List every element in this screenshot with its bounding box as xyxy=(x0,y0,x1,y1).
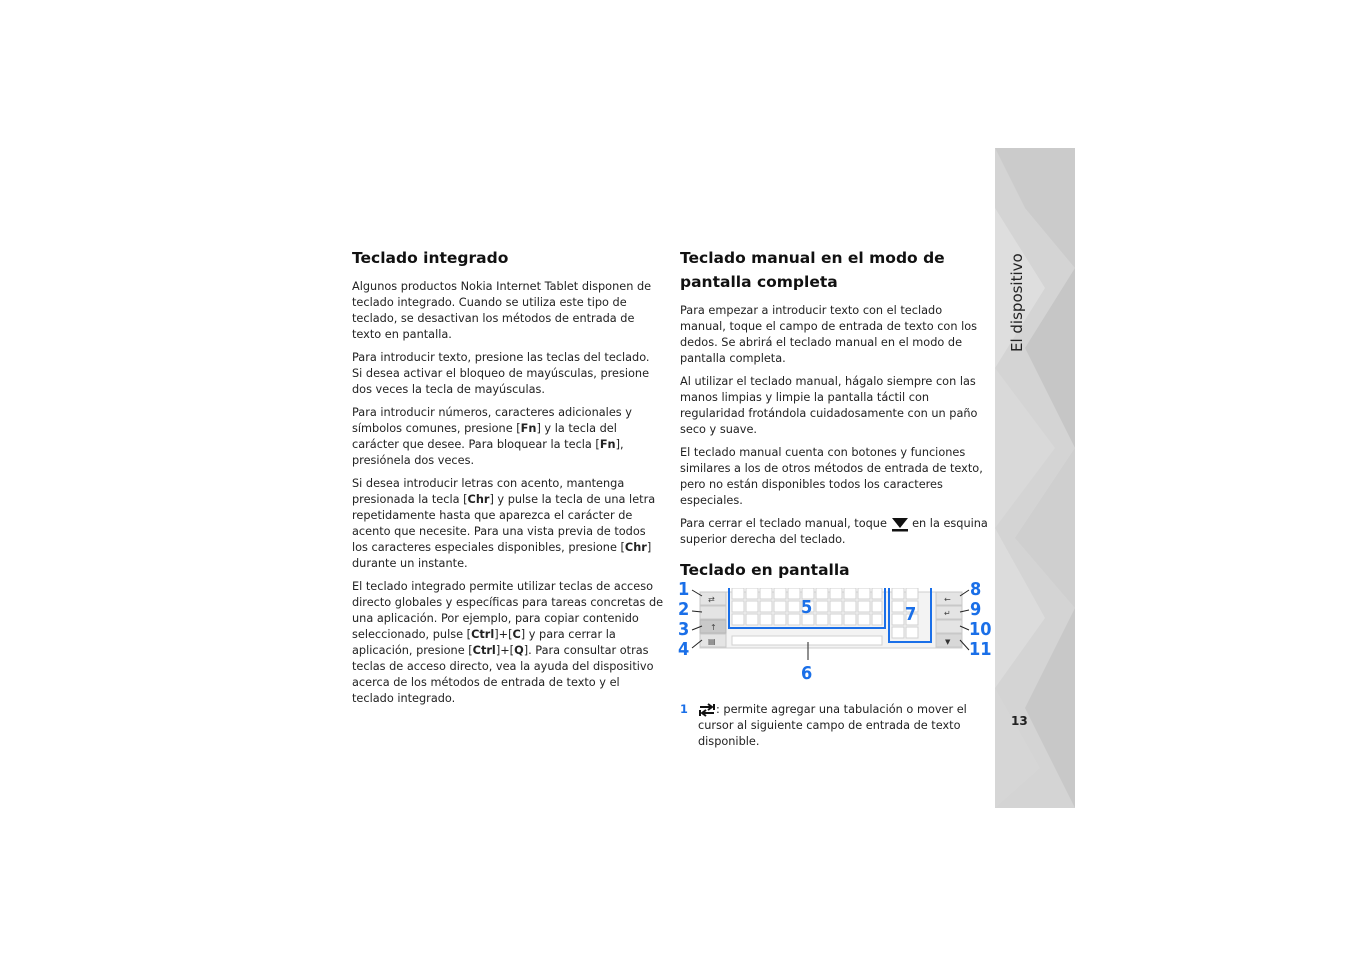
key-c: C xyxy=(512,628,521,641)
text: ]+[ xyxy=(494,628,513,641)
svg-text:↵: ↵ xyxy=(944,609,951,618)
key-ctrl: Ctrl xyxy=(471,628,495,641)
text: : permite agregar una tabulación o mover el cursor al siguiente campo de entrada de texto disponible. xyxy=(698,703,967,748)
svg-text:↑: ↑ xyxy=(710,623,717,632)
text: Para introducir texto, presione las teclas del teclado. xyxy=(352,351,650,364)
callout-8: 8 xyxy=(970,579,982,600)
callout-3: 3 xyxy=(678,619,690,640)
text: ]. Para consultar otras teclas de acceso directo, vea la ayuda del dispositivo acerca de los métodos de entrada de texto y el teclado integrado. xyxy=(352,644,654,705)
left-column xyxy=(352,246,664,714)
paragraph: Al utilizar el teclado manual, hágalo siempre con las manos limpias y limpie la pantalla táctil con regularidad frotándola cuidadosamente con un paño seco y suave. xyxy=(680,375,978,436)
callout-10: 10 xyxy=(969,619,992,640)
text: ] durante un instante. xyxy=(352,541,652,570)
tab-icon xyxy=(698,703,716,717)
chapter-sidebar xyxy=(995,148,1075,808)
section-heading-teclado-en-pantalla: Teclado en pantalla xyxy=(680,561,850,579)
svg-text:⇄: ⇄ xyxy=(708,595,715,604)
key-ctrl: Ctrl xyxy=(472,644,496,657)
text: ], presiónela dos veces. xyxy=(352,438,624,467)
section-heading-teclado-integrado: Teclado integrado xyxy=(352,249,509,267)
callout-list-item xyxy=(680,702,990,750)
text: en la esquina superior derecha del teclado. xyxy=(680,517,988,546)
key-fn: Fn xyxy=(599,438,616,451)
callout-4: 4 xyxy=(678,639,690,660)
text: Para cerrar el teclado manual, toque xyxy=(680,517,891,530)
paragraph: El teclado manual cuenta con botones y funciones similares a los de otros métodos de entrada de texto, pero no están disponibles todos los caracteres especiales. xyxy=(680,446,983,507)
text: ] y pulse la tecla de una letra repetidamente hasta que aparezca el carácter de acento que necesite. Para una vista previa de todos los caracteres especiales disponibles, presione [ xyxy=(352,493,656,554)
chapter-title xyxy=(1008,312,1026,352)
key-chr: Chr xyxy=(467,493,490,506)
callout-9: 9 xyxy=(970,599,982,620)
callout-11: 11 xyxy=(969,639,992,660)
paragraph: Algunos productos Nokia Internet Tablet disponen de teclado integrado. Cuando se utiliza este tipo de teclado, se desactivan los métodos de entrada de texto en pantalla. xyxy=(352,280,652,341)
text: Si desea activar el bloqueo de mayúsculas, presione dos veces la tecla de mayúsculas. xyxy=(352,367,650,396)
callout-7: 7 xyxy=(905,604,917,625)
text: ]+[ xyxy=(495,644,515,657)
text: Para introducir números, caracteres adicionales y símbolos comunes, presione [ xyxy=(352,406,632,435)
paragraph: Para empezar a introducir texto con el teclado manual, toque el campo de entrada de texto con los dedos. Se abrirá el teclado manual en el modo de pantalla completa. xyxy=(680,304,978,365)
svg-text:←: ← xyxy=(944,595,951,604)
callout-5: 5 xyxy=(801,597,813,618)
key-q: Q xyxy=(514,644,524,657)
paragraph xyxy=(352,405,664,469)
paragraph xyxy=(352,579,664,707)
text: El teclado integrado permite utilizar teclas de acceso directo globales y específicas para tareas concretas de una aplicación. Por ejemplo, para copiar contenido seleccionado, pulse [ xyxy=(352,580,664,641)
text: ] y para cerrar la aplicación, presione [ xyxy=(352,628,616,657)
callout-item-number: 1 xyxy=(680,703,688,716)
close-keyboard-icon xyxy=(891,517,909,532)
callout-2: 2 xyxy=(678,599,690,620)
key-chr: Chr xyxy=(624,541,647,554)
paragraph xyxy=(352,350,664,398)
right-column xyxy=(680,246,990,750)
keyboard-illustration xyxy=(680,588,990,694)
callout-6: 6 xyxy=(801,663,813,684)
svg-text:▤: ▤ xyxy=(708,637,716,646)
page-number: 13 xyxy=(1011,714,1028,728)
text: Si desea introducir letras con acento, mantenga presionada la tecla [ xyxy=(352,477,625,506)
sidebar-pattern xyxy=(995,148,1075,808)
key-fn: Fn xyxy=(520,422,537,435)
section-heading-teclado-manual: Teclado manual en el modo de pantalla completa xyxy=(680,249,945,291)
paragraph xyxy=(352,476,664,572)
text: ] y la tecla del carácter que desee. Para bloquear la tecla [ xyxy=(352,422,617,451)
paragraph xyxy=(680,516,990,548)
callout-1: 1 xyxy=(678,579,690,600)
keyboard-diagram xyxy=(678,579,992,694)
svg-text:▼: ▼ xyxy=(945,638,951,646)
callout-item-text xyxy=(698,702,990,750)
